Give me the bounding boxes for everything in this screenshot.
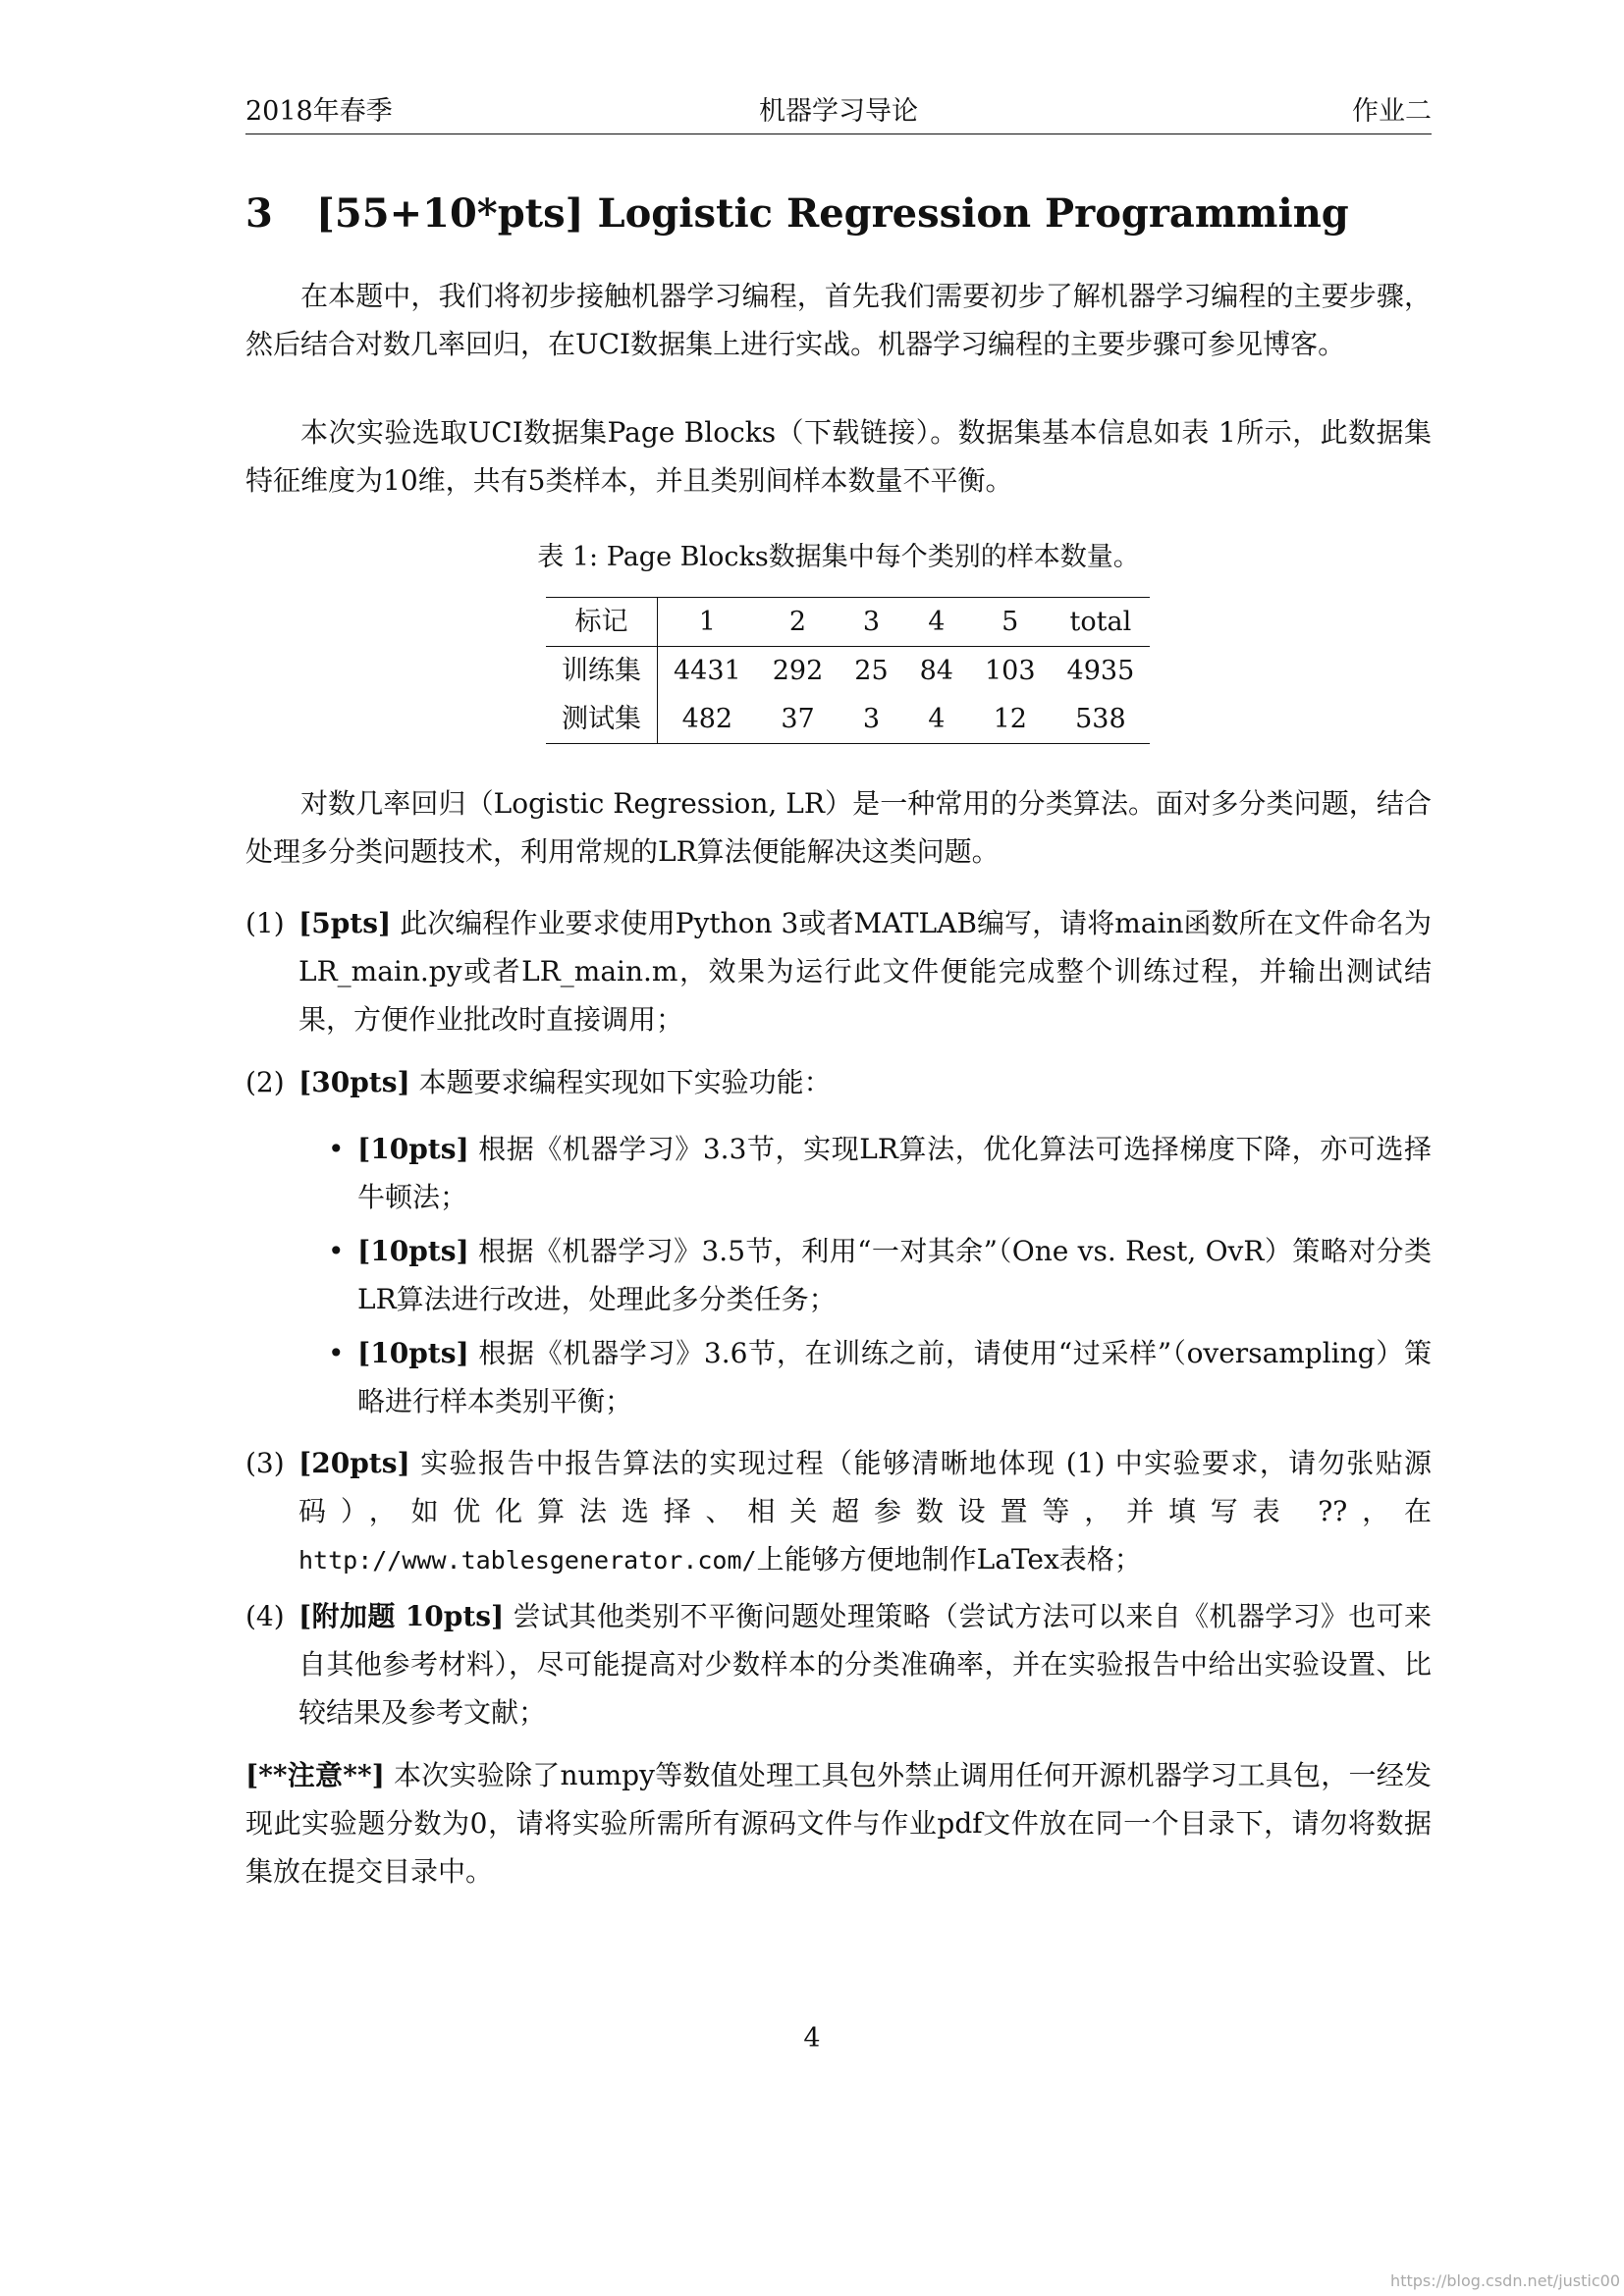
item-body (298, 1058, 1432, 1106)
table-header-cell: 3 (839, 598, 903, 647)
requirement-item-2 (245, 1058, 1432, 1106)
table-cell: 12 (993, 704, 1027, 734)
section-heading: [55+10*pts] Logistic Regression Programming (316, 190, 1349, 237)
page-number: 4 (803, 2023, 821, 2054)
item-label: (3) (245, 1447, 285, 1479)
header-course: 机器学习导论 (759, 96, 918, 127)
header-semester: 2018年春季 (245, 96, 393, 127)
table-cell: 4431 (674, 656, 741, 686)
intro-paragraph-2: 本次实验选取UCI数据集Page Blocks（下载链接）。数据集基本信息如表 1所示，此数据集特征维度为10维，共有5类样本，并且类别间样本数量不平衡。 (245, 416, 1432, 497)
bullet-body (357, 1227, 1432, 1323)
requirement-item-4 (245, 1592, 1432, 1736)
bullet-text: 根据《机器学习》3.3节，实现LR算法，优化算法可选择梯度下降，亦可选择牛顿法； (357, 1133, 1432, 1213)
bullet-text: 根据《机器学习》3.5节，利用“一对其余”（One vs. Rest, OvR）策略对分类LR算法进行改进，处理此多分类任务； (357, 1235, 1432, 1315)
table-cell: 84 (919, 656, 953, 686)
item-body (298, 899, 1432, 1043)
table-header-cell: 2 (757, 598, 839, 647)
note-text: 本次实验除了numpy等数值处理工具包外禁止调用任何开源机器学习工具包，一经发现此实验题分数为0，请将实验所需所有源码文件与作业pdf文件放在同一个目录下，请勿将数据集放在提交目录中。 (245, 1759, 1433, 1888)
item-points: [30pts] (298, 1066, 410, 1098)
watermark: https://blog.csdn.net/justic00 (1390, 2271, 1620, 2290)
item-text: 本题要求编程实现如下实验功能： (409, 1066, 832, 1098)
bullet-points: [10pts] (357, 1337, 469, 1369)
bullet-points: [10pts] (357, 1133, 469, 1165)
bullet-item-1 (328, 1125, 1432, 1221)
requirement-item-3 (245, 1439, 1432, 1584)
section-title (245, 188, 1432, 240)
note-label: [**注意**] (245, 1759, 385, 1791)
table-cell: 测试集 (546, 695, 658, 744)
table-row (546, 695, 1150, 744)
item-label: (1) (245, 907, 285, 939)
bullet-dot-icon: • (328, 1133, 345, 1165)
item-text: 此次编程作业要求使用Python 3或者MATLAB编写，请将main函数所在文件命名为LR_main.py或者LR_main.m，效果为运行此文件便能完成整个训练过程，并输出测试结果，方便作业批改时直接调用； (298, 907, 1432, 1036)
note-paragraph (245, 1751, 1432, 1896)
item-text: 尝试其他类别不平衡问题处理策略（尝试方法可以来自《机器学习》也可来自其他参考材料），尽可能提高对少数样本的分类准确率，并在实验报告中给出实验设置、比较结果及参考文献； (298, 1600, 1432, 1729)
item-points: [附加题 10pts] (298, 1600, 505, 1632)
table-row (546, 647, 1150, 696)
page-header (245, 94, 1432, 134)
bullet-body (357, 1125, 1432, 1221)
table-cell: 3 (862, 704, 881, 734)
table-header-cell: total (1052, 598, 1151, 647)
bullet-dot-icon: • (328, 1235, 345, 1267)
table-caption: 表 1: Page Blocks数据集中每个类别的样本数量。 (537, 542, 1140, 572)
lr-paragraph: 对数几率回归（Logistic Regression, LR）是一种常用的分类算法。面对多分类问题，结合处理多分类问题技术，利用常规的LR算法便能解决这类问题。 (245, 787, 1432, 868)
item-label: (2) (245, 1066, 285, 1098)
table-cell: 103 (984, 656, 1036, 686)
table-header-cell: 标记 (546, 598, 658, 647)
table-cell: 25 (854, 656, 889, 686)
table-header-cell: 4 (904, 598, 969, 647)
requirement-item-1 (245, 899, 1432, 1043)
table-header-cell: 5 (969, 598, 1052, 647)
table-cell: 4 (928, 704, 946, 734)
table-header-cell: 1 (658, 598, 757, 647)
bullet-body (357, 1329, 1432, 1425)
item-label: (4) (245, 1600, 285, 1632)
table-cell: 482 (681, 704, 733, 734)
bullet-text: 根据《机器学习》3.6节，在训练之前，请使用“过采样”（oversampling）策略进行样本类别平衡； (357, 1337, 1432, 1417)
item-body (298, 1439, 1432, 1584)
item-body (298, 1592, 1432, 1736)
table-cell: 37 (781, 704, 815, 734)
table-cell: 292 (772, 656, 824, 686)
section-number: 3 (245, 190, 273, 237)
header-assignment: 作业二 (1352, 96, 1432, 127)
sample-count-table (546, 597, 1150, 744)
bullet-points: [10pts] (357, 1235, 469, 1267)
bullet-item-2 (328, 1227, 1432, 1323)
tablesgenerator-link[interactable]: http://www.tablesgenerator.com/ (298, 1546, 757, 1575)
item-points: [5pts] (298, 907, 392, 939)
table-cell: 训练集 (546, 647, 658, 696)
item-points: [20pts] (298, 1447, 410, 1479)
bullet-dot-icon: • (328, 1337, 345, 1369)
table-cell: 4935 (1066, 656, 1135, 686)
intro-paragraph-1: 在本题中，我们将初步接触机器学习编程，首先我们需要初步了解机器学习编程的主要步骤，然后结合对数几率回归，在UCI数据集上进行实战。机器学习编程的主要步骤可参见博客。 (245, 280, 1432, 360)
table-header-row (546, 598, 1150, 647)
bullet-item-3 (328, 1329, 1432, 1425)
item-text-end: 上能够方便地制作LaTex表格； (756, 1543, 1142, 1575)
item-text: 实验报告中报告算法的实现过程（能够清晰地体现 (1) 中实验要求，请勿张贴源码），如优化算法选择、相关超参数设置等，并填写表 ??，在 (298, 1447, 1432, 1527)
table-cell: 538 (1075, 704, 1126, 734)
